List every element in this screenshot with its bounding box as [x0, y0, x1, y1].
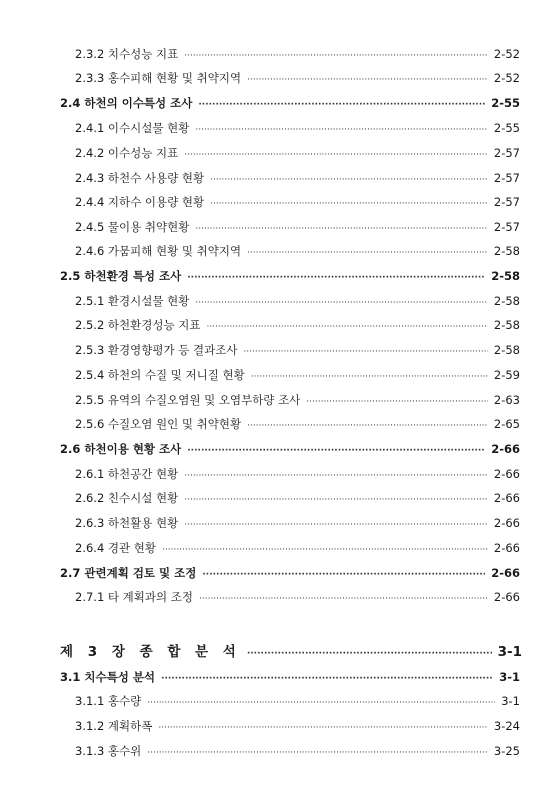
- dot-leader: [187, 266, 485, 288]
- dot-leader: [210, 192, 488, 214]
- toc-entry[interactable]: [75, 365, 520, 385]
- toc-entry-title: 2.5.6 수질오염 원인 및 취약현황: [75, 417, 242, 431]
- toc-entry[interactable]: [75, 741, 520, 761]
- toc-entry-page-number: 2-57: [493, 195, 520, 209]
- dot-leader: [184, 488, 488, 510]
- toc-entry-page-number: 2-57: [493, 146, 520, 160]
- toc-entry[interactable]: [75, 691, 520, 711]
- dot-leader: [206, 315, 487, 337]
- toc-entry[interactable]: [75, 538, 520, 558]
- toc-entry-title: 2.3.2 치수성능 지표: [75, 47, 179, 61]
- dot-leader: [306, 390, 488, 412]
- dot-leader: [162, 538, 488, 560]
- toc-entry-title: 2.6.1 하천공간 현황: [75, 467, 179, 481]
- toc-entry[interactable]: [75, 118, 520, 138]
- toc-entry-title: 2.5 하천환경 특성 조사: [60, 269, 182, 283]
- dot-leader: [147, 691, 495, 713]
- toc-entry-title: 2.5.2 하천환경성능 지표: [75, 318, 201, 332]
- dot-leader: [184, 44, 488, 66]
- toc-entry-title: 2.5.3 환경영향평가 등 결과조사: [75, 343, 238, 357]
- dot-leader: [195, 118, 488, 140]
- toc-entry-page-number: 3-1: [497, 644, 522, 660]
- toc-entry-title: 2.4.1 이수시설물 현황: [75, 121, 190, 135]
- toc-entry[interactable]: [75, 513, 520, 533]
- dot-leader: [147, 741, 488, 763]
- dot-leader: [158, 716, 488, 738]
- toc-entry-title: 3.1.2 계획하폭: [75, 719, 153, 733]
- dot-leader: [243, 340, 487, 362]
- toc-entry-title: 2.6.2 친수시설 현황: [75, 491, 179, 505]
- toc-entry[interactable]: [75, 241, 520, 261]
- toc-entry-title: 2.4.3 하천수 사용량 현황: [75, 171, 205, 185]
- toc-entry-page-number: 2-52: [493, 47, 520, 61]
- toc-entry-title: 제 3 장 종 합 분 석: [60, 644, 241, 660]
- toc-entry[interactable]: [75, 217, 520, 237]
- dot-leader: [184, 464, 488, 486]
- toc-entry-page-number: 2-66: [491, 442, 520, 456]
- toc-entry-page-number: 2-58: [493, 294, 520, 308]
- toc-entry[interactable]: [75, 143, 520, 163]
- dot-leader: [195, 217, 488, 239]
- dot-leader: [202, 563, 485, 585]
- dot-leader: [247, 640, 492, 666]
- toc-entry-title: 2.7 관련계획 검토 및 조정: [60, 566, 197, 580]
- toc-entry[interactable]: [75, 168, 520, 188]
- toc-entry[interactable]: [75, 192, 520, 212]
- toc-entry-title: 2.6 하천이용 현황 조사: [60, 442, 182, 456]
- dot-leader: [184, 513, 488, 535]
- toc-entry-title: 3.1.1 홍수량: [75, 694, 142, 708]
- toc-entry-page-number: 2-52: [493, 71, 520, 85]
- toc-entry-page-number: 2-58: [491, 269, 520, 283]
- toc-entry-title: 3.1 치수특성 분석: [60, 670, 156, 684]
- toc-entry-page-number: 2-58: [493, 318, 520, 332]
- dot-leader: [187, 439, 485, 461]
- toc-entry-page-number: 2-57: [493, 220, 520, 234]
- toc-entry[interactable]: [60, 563, 520, 583]
- toc-entry-title: 2.4.6 가뭄피해 현황 및 취약지역: [75, 244, 242, 258]
- toc-entry-title: 2.4.4 지하수 이용량 현황: [75, 195, 205, 209]
- toc-entry-title: 2.4.5 물이용 취약현황: [75, 220, 190, 234]
- dot-leader: [247, 414, 488, 436]
- toc-entry-page-number: 2-55: [493, 121, 520, 135]
- toc-entry-page-number: 2-55: [491, 96, 520, 110]
- toc-entry[interactable]: [75, 716, 520, 736]
- toc-entry-page-number: 2-66: [493, 541, 520, 555]
- dot-leader: [161, 667, 493, 689]
- toc-entry-title: 2.4 하천의 이수특성 조사: [60, 96, 193, 110]
- dot-leader: [195, 291, 488, 313]
- toc-entry-title: 2.6.4 경관 현황: [75, 541, 157, 555]
- toc-entry[interactable]: [60, 640, 522, 664]
- dot-leader: [198, 93, 485, 115]
- toc-entry-page-number: 2-66: [493, 467, 520, 481]
- toc-entry-page-number: 2-57: [493, 171, 520, 185]
- toc-entry-title: 2.4.2 이수성능 지표: [75, 146, 179, 160]
- toc-entry-page-number: 2-66: [491, 566, 520, 580]
- toc-entry-page-number: 2-63: [493, 393, 520, 407]
- toc-entry[interactable]: [75, 340, 520, 360]
- dot-leader: [184, 143, 488, 165]
- toc-entry-page-number: 2-59: [493, 368, 520, 382]
- dot-leader: [251, 365, 488, 387]
- toc-entry-title: 2.6.3 하천활용 현황: [75, 516, 179, 530]
- toc-entry[interactable]: [75, 44, 520, 64]
- toc-entry-title: 2.5.4 하천의 수질 및 저니질 현황: [75, 368, 245, 382]
- toc-entry[interactable]: [60, 93, 520, 113]
- toc-entry-title: 2.7.1 타 계획과의 조정: [75, 590, 193, 604]
- toc-entry[interactable]: [75, 464, 520, 484]
- toc-entry[interactable]: [60, 266, 520, 286]
- toc-entry-page-number: 3-1: [501, 694, 520, 708]
- toc-entry-title: 3.1.3 홍수위: [75, 744, 142, 758]
- dot-leader: [247, 241, 488, 263]
- toc-entry[interactable]: [75, 587, 520, 607]
- dot-leader: [210, 168, 488, 190]
- dot-leader: [199, 587, 488, 609]
- toc-entry[interactable]: [60, 667, 520, 687]
- toc-entry[interactable]: [75, 390, 520, 410]
- toc-entry-page-number: 2-66: [493, 516, 520, 530]
- toc-entry-title: 2.3.3 홍수피해 현황 및 취약지역: [75, 71, 242, 85]
- toc-entry[interactable]: [75, 488, 520, 508]
- toc-entry-page-number: 2-58: [493, 343, 520, 357]
- toc-entry[interactable]: [75, 315, 520, 335]
- toc-entry[interactable]: [75, 414, 520, 434]
- toc-entry[interactable]: [60, 439, 520, 459]
- dot-leader: [247, 68, 488, 90]
- toc-entry-page-number: 3-1: [499, 670, 520, 684]
- toc-entry-page-number: 2-58: [493, 244, 520, 258]
- toc-entry-page-number: 3-25: [493, 744, 520, 758]
- toc-entry[interactable]: [75, 68, 520, 88]
- toc-entry-page-number: 3-24: [493, 719, 520, 733]
- toc-entry-page-number: 2-66: [493, 590, 520, 604]
- toc-entry-page-number: 2-66: [493, 491, 520, 505]
- toc-entry-title: 2.5.5 유역의 수질오염원 및 오염부하량 조사: [75, 393, 301, 407]
- toc-entry-title: 2.5.1 환경시설물 현황: [75, 294, 190, 308]
- toc-entry-page-number: 2-65: [493, 417, 520, 431]
- toc-entry[interactable]: [75, 291, 520, 311]
